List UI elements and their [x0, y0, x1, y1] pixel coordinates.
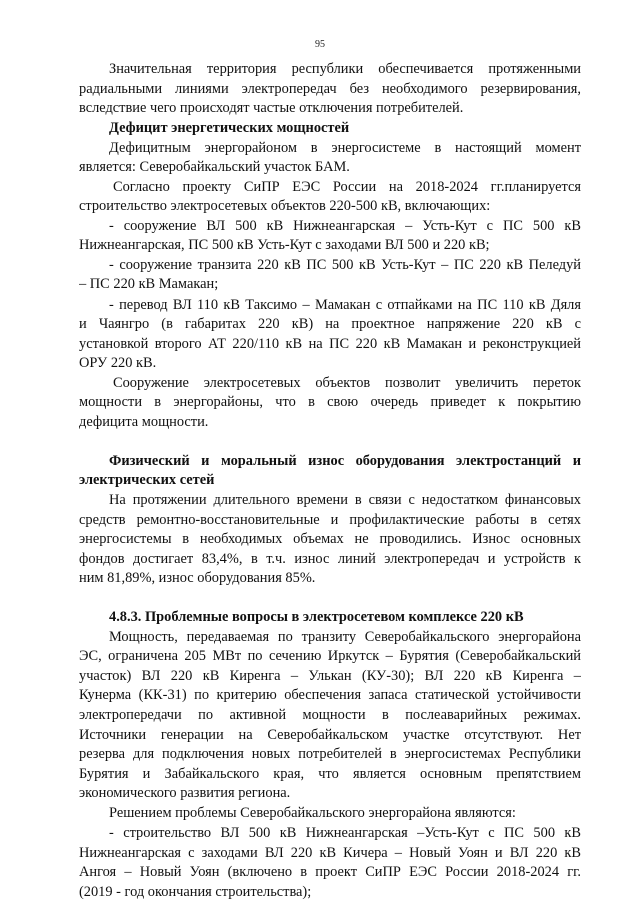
text-line: радиальными линиями электропередач без необходимого резервирования, [79, 81, 581, 97]
page-number: 95 [315, 39, 325, 50]
text-line: Бурятия и Забайкальского края, что является основным препятствием [79, 766, 581, 782]
text-line: и Чаянгро (в габаритах 220 кВ) на проектное напряжение 220 кВ с [79, 316, 581, 332]
text-line: резерва для подключения новых потребителей в энергосистемах Республики [79, 746, 581, 762]
text-line: мощности в энергорайоны, что в свою очередь приведет к покрытию [79, 394, 581, 410]
text-line: Значительная территория республики обеспечивается протяженными [109, 61, 581, 77]
text-line: средств ремонтно-восстановительные и профилактические работы в сетях [79, 512, 581, 528]
text-line: является: Северобайкальский участок БАМ. [79, 159, 350, 175]
text-line: - строительство ВЛ 500 кВ Нижнеангарская –Усть-Кут с ПС 500 кВ [109, 825, 581, 841]
text-line: установкой второго АТ 220/110 кВ на ПС 220 кВ Мамакан и реконструкцией [79, 336, 581, 352]
text-line: Ангоя – Новый Уоян (включено в проект СиПР ЕЭС России 2018-2024 гг. [79, 864, 581, 880]
text-line: - сооружение транзита 220 кВ ПС 500 кВ Усть-Кут – ПС 220 кВ Пеледуй [109, 257, 581, 273]
heading-line: 4.8.3. Проблемные вопросы в электросетевом комплексе 220 кВ [109, 609, 524, 625]
text-line: ЭС, ограничена 205 МВт по сечению Иркутск – Бурятия (Северобайкальский [79, 648, 581, 664]
text-line: ним 81,89%, износ оборудования 85%. [79, 570, 316, 586]
text-line: - перевод ВЛ 110 кВ Таксимо – Мамакан с отпайками на ПС 110 кВ Дяля [109, 297, 581, 313]
text-line: участок) ВЛ 220 кВ Киренга – Улькан (КУ-30); ВЛ 220 кВ Киренга – [79, 668, 581, 684]
text-line: – ПС 220 кВ Мамакан; [79, 276, 219, 292]
heading-line: электрических сетей [79, 472, 215, 488]
text-line: Нижнеангарская с заходами ВЛ 220 кВ Кичера – Новый Уоян и ВЛ 220 кВ [79, 845, 581, 861]
text-line: фондов достигает 83,4%, в т.ч. износ линий электропередач и устройств к [79, 551, 581, 567]
text-line: вследствие чего происходят частые отключения потребителей. [79, 100, 464, 116]
text-line: (2019 - год окончания строительства); [79, 884, 312, 900]
text-line: Сооружение электросетевых объектов позволит увеличить переток [113, 375, 581, 391]
text-line: экономического развития региона. [79, 785, 291, 801]
text-line: Мощность, передаваемая по транзиту Северобайкальского энергорайона [109, 629, 581, 645]
heading-line: Физический и моральный износ оборудования электростанций и [109, 453, 581, 469]
text-line: Источники генерации на Северобайкальском участке отсутствуют. Нет [79, 727, 581, 743]
text-line: ОРУ 220 кВ. [79, 355, 157, 371]
text-line: Нижнеангарская, ПС 500 кВ Усть-Кут с заходами ВЛ 500 и 220 кВ; [79, 237, 490, 253]
text-line: На протяжении длительного времени в связи с недостатком финансовых [109, 492, 581, 508]
text-line: строительство электросетевых объектов 220-500 кВ, включающих: [79, 198, 491, 214]
text-line: Кунерма (КК-31) по критерию обеспечения запаса статической устойчивости [79, 687, 581, 703]
text-line: Дефицитным энергорайоном в энергосистеме в настоящий момент [109, 140, 581, 156]
text-line: энергосистемы в необходимых объемах не проводились. Износ основных [79, 531, 581, 547]
text-line: Решением проблемы Северобайкальского энергорайона являются: [109, 805, 516, 821]
text-line: Согласно проекту СиПР ЕЭС России на 2018-2024 гг.планируется [113, 179, 581, 195]
text-line: - сооружение ВЛ 500 кВ Нижнеангарская – Усть-Кут с ПС 500 кВ [109, 218, 581, 234]
text-line: дефицита мощности. [79, 414, 209, 430]
heading-line: Дефицит энергетических мощностей [109, 120, 350, 136]
text-line: электропередачи по активной мощности в послеаварийных режимах. [79, 707, 581, 723]
